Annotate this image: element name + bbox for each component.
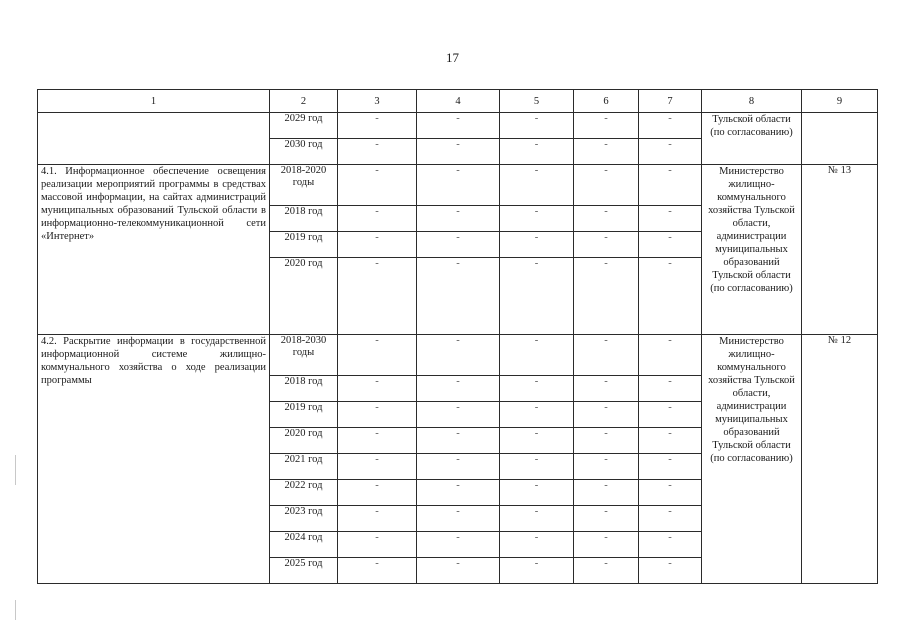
value-cell: -: [574, 258, 639, 335]
page-number: 17: [446, 50, 459, 65]
description-cell: [38, 113, 270, 165]
executor-cell: Министерство жилищно-коммунального хозяйства Тульской области, администрации муниципальных образований Тульской области (по согласованию): [702, 165, 802, 335]
value-cell: -: [574, 206, 639, 232]
header-cell: 2: [270, 90, 338, 113]
value-cell: -: [574, 232, 639, 258]
value-cell: -: [500, 113, 574, 139]
value-cell: -: [639, 402, 702, 428]
value-cell: -: [574, 165, 639, 206]
table-row: [38, 165, 878, 206]
value-cell: -: [639, 113, 702, 139]
year-cell: 2019 год: [270, 402, 338, 428]
value-cell: -: [574, 113, 639, 139]
value-cell: -: [338, 232, 417, 258]
header-cell: 4: [417, 90, 500, 113]
value-cell: -: [338, 139, 417, 165]
value-cell: -: [500, 402, 574, 428]
value-cell: -: [500, 335, 574, 376]
value-cell: -: [417, 206, 500, 232]
header-cell: 8: [702, 90, 802, 113]
value-cell: -: [500, 165, 574, 206]
value-cell: -: [639, 532, 702, 558]
value-cell: -: [639, 480, 702, 506]
value-cell: -: [338, 558, 417, 584]
header-cell: 6: [574, 90, 639, 113]
year-cell: 2018-2030 годы: [270, 335, 338, 376]
year-cell: 2023 год: [270, 506, 338, 532]
value-cell: -: [500, 232, 574, 258]
executor-cell: Тульской области (по согласованию): [702, 113, 802, 165]
value-cell: -: [500, 206, 574, 232]
description-cell: 4.2. Раскрытие информации в государственной информационной системе жилищно-коммунального хозяйства о ходе реализации программы: [38, 335, 270, 584]
value-cell: -: [417, 558, 500, 584]
value-cell: -: [417, 113, 500, 139]
value-cell: -: [574, 480, 639, 506]
value-cell: -: [417, 232, 500, 258]
value-cell: -: [417, 258, 500, 335]
header-row: [38, 90, 878, 113]
year-cell: 2025 год: [270, 558, 338, 584]
value-cell: -: [574, 139, 639, 165]
value-cell: -: [500, 532, 574, 558]
value-cell: -: [338, 402, 417, 428]
year-cell: 2029 год: [270, 113, 338, 139]
scan-artifact: [15, 455, 16, 485]
reference-cell: № 12: [802, 335, 878, 584]
value-cell: -: [500, 258, 574, 335]
year-cell: 2024 год: [270, 532, 338, 558]
value-cell: -: [639, 258, 702, 335]
value-cell: -: [417, 480, 500, 506]
value-cell: -: [417, 165, 500, 206]
value-cell: -: [574, 558, 639, 584]
value-cell: -: [639, 232, 702, 258]
value-cell: -: [639, 558, 702, 584]
value-cell: -: [338, 506, 417, 532]
year-cell: 2021 год: [270, 454, 338, 480]
description-cell: 4.1. Информационное обеспечение освещения реализации мероприятий программы в средствах массовой информации, на сайтах администраций муниципальных образований Тульской области в информационно-телекоммуникационной сети «Интернет»: [38, 165, 270, 335]
header-cell: 3: [338, 90, 417, 113]
value-cell: -: [500, 506, 574, 532]
value-cell: -: [417, 454, 500, 480]
value-cell: -: [500, 454, 574, 480]
value-cell: -: [338, 454, 417, 480]
year-cell: 2020 год: [270, 258, 338, 335]
value-cell: -: [338, 376, 417, 402]
value-cell: -: [338, 206, 417, 232]
value-cell: -: [417, 376, 500, 402]
header-cell: 9: [802, 90, 878, 113]
value-cell: -: [417, 532, 500, 558]
value-cell: -: [417, 506, 500, 532]
reference-cell: № 13: [802, 165, 878, 335]
value-cell: -: [639, 454, 702, 480]
year-cell: 2030 год: [270, 139, 338, 165]
value-cell: -: [574, 454, 639, 480]
value-cell: -: [639, 506, 702, 532]
value-cell: -: [417, 139, 500, 165]
value-cell: -: [338, 258, 417, 335]
value-cell: -: [338, 113, 417, 139]
reference-cell: [802, 113, 878, 165]
value-cell: -: [639, 376, 702, 402]
year-cell: 2020 год: [270, 428, 338, 454]
value-cell: -: [500, 376, 574, 402]
value-cell: -: [639, 428, 702, 454]
value-cell: -: [417, 402, 500, 428]
value-cell: -: [338, 532, 417, 558]
value-cell: -: [639, 206, 702, 232]
value-cell: -: [500, 558, 574, 584]
year-cell: 2022 год: [270, 480, 338, 506]
program-table: [37, 89, 878, 584]
year-cell: 2019 год: [270, 232, 338, 258]
value-cell: -: [500, 428, 574, 454]
value-cell: -: [639, 139, 702, 165]
value-cell: -: [417, 335, 500, 376]
header-cell: 5: [500, 90, 574, 113]
value-cell: -: [574, 506, 639, 532]
value-cell: -: [574, 335, 639, 376]
executor-cell: Министерство жилищно-коммунального хозяйства Тульской области, администрации муниципальных образований Тульской области (по согласованию): [702, 335, 802, 584]
value-cell: -: [574, 532, 639, 558]
value-cell: -: [338, 480, 417, 506]
scan-artifact: [15, 600, 16, 620]
table-row: [38, 113, 878, 139]
value-cell: -: [338, 428, 417, 454]
value-cell: -: [574, 376, 639, 402]
header-cell: 1: [38, 90, 270, 113]
year-cell: 2018 год: [270, 376, 338, 402]
value-cell: -: [574, 428, 639, 454]
value-cell: -: [639, 335, 702, 376]
year-cell: 2018-2020 годы: [270, 165, 338, 206]
value-cell: -: [500, 139, 574, 165]
value-cell: -: [338, 335, 417, 376]
value-cell: -: [338, 165, 417, 206]
year-cell: 2018 год: [270, 206, 338, 232]
value-cell: -: [574, 402, 639, 428]
value-cell: -: [500, 480, 574, 506]
table-row: [38, 335, 878, 376]
value-cell: -: [417, 428, 500, 454]
header-cell: 7: [639, 90, 702, 113]
value-cell: -: [639, 165, 702, 206]
